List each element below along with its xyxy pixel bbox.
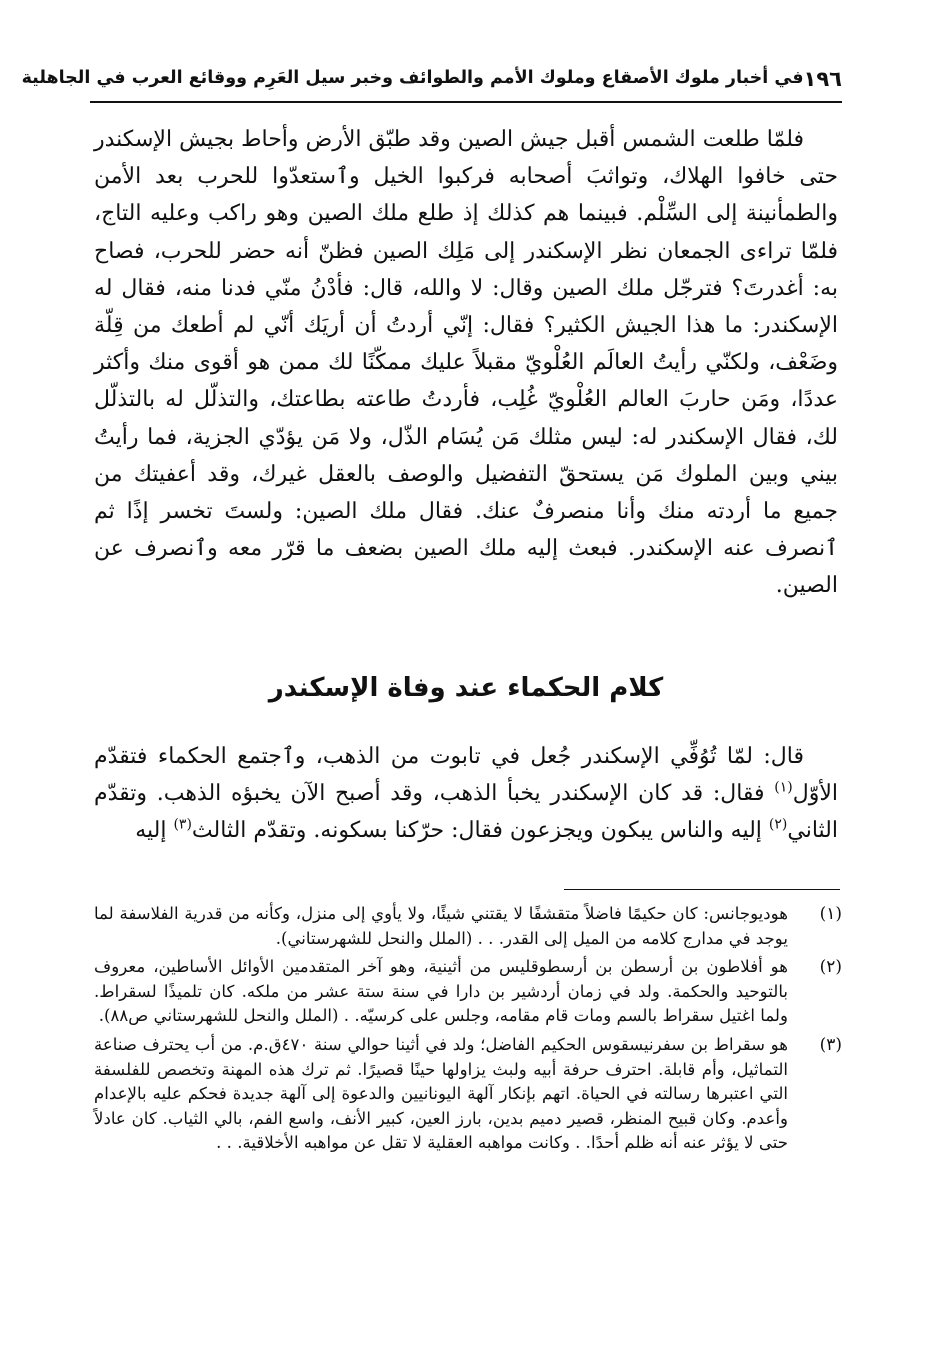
footnote-rule <box>564 889 840 890</box>
running-header <box>21 58 842 100</box>
footnote-ref-2[interactable]: (٢) <box>768 817 788 834</box>
body-paragraph-2-text-1: قال: لمّا تُوُفِّي الإسكندر جُعل في تابوت من الذهب، وٱجتمع الحكماء فتقدّم الأوّل <box>94 744 838 807</box>
footnote-1 <box>94 902 842 951</box>
body-paragraph-2 <box>94 738 838 850</box>
footnote-text: هو سقراط بن سفرنيسقوس الحكيم الفاضل؛ ولد في أثينا حوالي سنة ٤٧٠ق.م. من أب يحترف صناعة التماثيل، وأم قابلة. احترف حرفة أبيه ولبث يزاولها حينًا قصيرًا. ثم ترك هذه المهنة وتخصص للفلسفة التي اعتبرها رسالته في الحياة. اتهم بإنكار آلهة اليونانيين والدعوة إلى آلهة جديدة فحكم عليه بالإعدام وأعدم. وكان قبيح المنظر، قصير دميم بدين، بارز العين، كبير الأنف، واسع الفم، بالي الثياب. كان عادلاً حتى لا يؤثر عنه أنه ظلم أحدًا. . وكانت مواهبه العقلية لا تقل عن مواهبه الأخلاقية. . . <box>94 1034 788 1153</box>
body-paragraph-2-text-3: إليه والناس يبكون ويجزعون فقال: حرّكنا بسكونه. وتقدّم الثالث <box>191 818 769 844</box>
footnote-ref-1[interactable]: (١) <box>774 779 793 796</box>
footnote-ref-3[interactable]: (٣) <box>173 817 192 834</box>
body-paragraph-2-text-2: فقال: قد كان الإسكندر يخبأ الذهب، وقد أصبح الآن يخبؤه الذهب. وتقدّم الثاني <box>94 781 838 844</box>
body-paragraph-2-text-4: إليه <box>135 818 174 844</box>
body-paragraph-1 <box>94 121 838 605</box>
page-number: ١٩٦ <box>803 66 842 91</box>
body-paragraph-1-text: فلمّا طلعت الشمس أقبل جيش الصين وقد طبّق الأرض وأحاط بجيش الإسكندر حتى خافوا الهلاك، وتواثبَ أصحابه فركبوا الخيل وٱستعدّوا للحرب بعد الأمن والطمأنينة إلى السِّلْم. فبينما هم كذلك إذ طلع ملك الصين وهو راكب وعليه التاج، فلمّا تراءى الجمعان نظر الإسكندر إلى مَلِك الصين فظنّ أنه حضر للحرب، فصاح به: أغدرتَ؟ فترجّل ملك الصين وقال: لا والله، قال: فأدْنُ منّي فدنا منه، فقال له الإسكندر: ما هذا الجيش الكثير؟ فقال: إنّي أردتُ أن أريَك أنّي لم أطعك من قِلّة وضَعْف، ولكنّي رأيتُ العالَم العُلْويّ مقبلاً عليك ممكّنًا لك ممن هو أقوى منك وأكثر عددًا، ومَن حاربَ العالم العُلْويّ غُلِب، فأردتُ طاعته بطاعتك، والتذلّل له بالتذلّل لك، فقال الإسكندر له: ليس مثلك مَن يُسَام الذّل، ولا مَن يؤدّي الجزية، فما رأيتُ بيني وبين الملوك مَن يستحقّ التفضيل والوصف بالعقل غيرك، وقد أعفيتك من جميع ما أردته منك وأنا منصرفٌ عنك. فقال ملك الصين: ولستَ تخسر إذًا ثم ٱنصرف عنه الإسكندر. فبعث إليه ملك الصين بضعف ما قرّر معه وٱنصرف عن الصين. <box>94 127 838 599</box>
section-title: كلام الحكماء عند وفاة الإسكندر <box>268 673 664 703</box>
footnotes <box>94 902 842 1160</box>
running-header-title: في أخبار ملوك الأصقاع وملوك الأمم والطوائف وخبر سيل العَرِم ووقائع العرب في الجاهلية <box>21 68 804 89</box>
footnote-text: هو أفلاطون بن أرسطن بن أرسطوقليس من أثينية، وهو آخر المتقدمين الأوائل الأساطين، معروف بالتوحيد والحكمة. ولد في زمان أردشير بن دارا في سنة ستة عشر من ملكه. كان تلميذًا لسقراط. ولما اغتيل سقراط بالسم ومات قام مقامه، وجلس على كرسيّه. . (الملل والنحل للشهرستاني ص٨٨). <box>94 957 788 1026</box>
footnote-2 <box>94 955 842 1029</box>
header-rule <box>90 101 842 103</box>
footnote-3 <box>94 1033 842 1156</box>
footnote-number: (٢) <box>819 957 842 978</box>
footnote-number: (١) <box>819 904 842 924</box>
footnote-text: هوديوجانس: كان حكيمًا فاضلاً متقشفًا لا يقتني شيئًا، ولا يأوي إلى منزل، وكأنه من قدرية الفلاسفة لما يوجد في مدارج كلامه من الميل إلى القدر. . . (الملل والنحل للشهرستاني). <box>94 904 788 948</box>
footnote-number: (٣) <box>819 1034 842 1055</box>
